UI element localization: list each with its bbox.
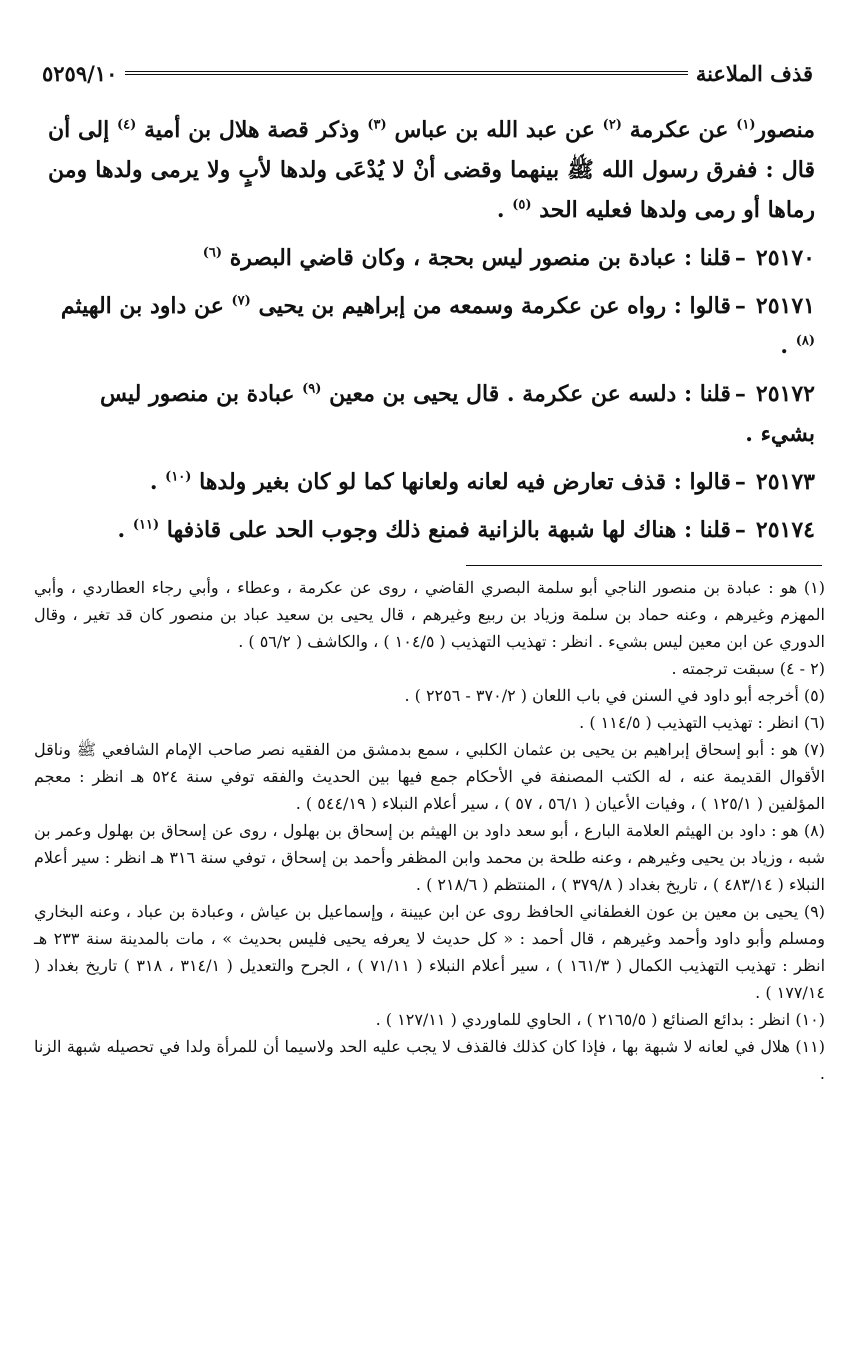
- text-run: قالوا : قذف تعارض فيه لعانه ولعانها كما لو كان بغير ولدها: [191, 469, 731, 495]
- page-header: [42, 58, 813, 88]
- text-run: إلى أن قال : ففرق رسول الله ﷺ بينهما وقضى أنْ لا يُدْعَى ولدها لأبٍ ولا يرمى ولدها ومن رماها أو رمى ولدها فعليه الحد: [48, 117, 815, 223]
- running-title: قذف الملاعنة: [695, 60, 813, 86]
- footnote-ref: (١): [736, 117, 756, 133]
- footnote: (٨) هو : داود بن الهيثم العلامة البارع ، أبو سعد داود بن الهيثم بن إسحاق بن بهلول ، روى عن إسحاق بن بهلول وعمر بن شبه ، وزياد بن يحيى وغيرهم ، وعنه طلحة بن محمد وابن المظفر وأحمد بن إسحاق ، توفي سنة ٣١٦ هـ انظر : سير أعلام النبلاء ( ٤٨٣/١٤ ) ، تاريخ بغداد ( ٣٧٩/٨ ) ، المنتظم ( ٢١٨/٦ ) .: [34, 821, 825, 894]
- text-run: عن عبد الله بن عباس: [386, 117, 603, 143]
- footnote-ref: (٩): [302, 381, 322, 397]
- footnotes: [34, 574, 825, 1087]
- entry-number: ٢٥١٧٤: [755, 517, 815, 543]
- text-run: .: [780, 333, 796, 359]
- footnote: (٩) يحيى بن معين بن عون الغطفاني الحافظ روى عن ابن عيينة ، وإسماعيل بن عياش ، وعبادة بن عباد ، وعنه البخاري ومسلم وأبو داود وأحمد وغيرهم ، قال أحمد : « كل حديث لا يعرفه يحيى فليس بحديث » ، مات بالمدينة سنة ٢٣٣ هـ انظر : تهذيب التهذيب الكمال ( ١٦١/٣ ) ، سير أعلام النبلاء ( ٧١/١١ ) ، الجرح والتعديل ( ٣١٤/١ ، ٣١٨ ) تاريخ بغداد ( ١٧٧/١٤ ) .: [34, 902, 826, 1002]
- entry-dash: –: [734, 517, 746, 543]
- entry-٢٥١٧٣: [48, 462, 815, 502]
- text-run: عن عكرمة: [621, 117, 737, 143]
- text-run: قلنا : دلسه عن عكرمة . قال يحيى بن معين: [321, 381, 731, 407]
- entry-٢٥١٧١: [48, 286, 815, 366]
- entry-number: ٢٥١٧١: [755, 293, 815, 319]
- footnote: (١) هو : عبادة بن منصور الناجي أبو سلمة البصري القاضي ، روى عن عكرمة ، وعطاء ، وأبي رجاء العطاردي ، وأبي المهزم وغيرهم ، وعنه حماد بن سلمة وزياد بن ربيع وغيرهم ، قال يحيى بن سعيد عباد بن منصور كان قد تغير ، وقال الدوري عن ابن معين ليس بشيء . انظر : تهذيب التهذيب ( ١٠٤/٥ ) ، والكاشف ( ٥٦/٢ ) .: [34, 578, 826, 651]
- text-run: قلنا : هناك لها شبهة بالزانية فمنع ذلك وجوب الحد على قاذفها: [159, 517, 731, 543]
- intro-paragraph: [48, 110, 815, 230]
- text-run: قلنا : عبادة بن منصور ليس بحجة ، وكان قاضي البصرة: [222, 245, 731, 271]
- text-run: عن داود بن الهيثم: [60, 293, 232, 319]
- entry-٢٥١٧٢: [48, 374, 815, 454]
- footnote: (٥) أخرجه أبو داود في السنن في باب اللعان ( ٣٧٠/٢ - ٢٢٥٦ ) .: [404, 686, 825, 705]
- entry-number: ٢٥١٧٠: [755, 245, 815, 271]
- text-run: قالوا : رواه عن عكرمة وسمعه من إبراهيم بن يحيى: [250, 293, 731, 319]
- text-run: .: [149, 469, 166, 495]
- page-number: ٥٢٥٩/١٠: [42, 60, 118, 86]
- entry-dash: –: [734, 245, 746, 271]
- text-run: منصور: [755, 117, 815, 143]
- numbered-entries: [48, 238, 815, 550]
- entry-number: ٢٥١٧٣: [755, 469, 815, 495]
- footnote: (٢ - ٤) سبقت ترجمته .: [671, 659, 825, 678]
- entry-number: ٢٥١٧٢: [755, 381, 815, 407]
- entry-٢٥١٧٤: [48, 510, 815, 550]
- entry-dash: –: [734, 293, 746, 319]
- text-run: .: [496, 197, 513, 223]
- footnote: (٦) انظر : تهذيب التهذيب ( ١١٤/٥ ) .: [579, 713, 825, 732]
- footnote-ref: (٦): [202, 245, 223, 261]
- footnote-ref: (٨): [795, 333, 815, 349]
- entry-dash: –: [734, 469, 746, 495]
- main-text: [48, 110, 815, 550]
- text-run: .: [117, 517, 133, 543]
- footnote-ref: (٥): [512, 197, 532, 213]
- entry-dash: –: [734, 381, 746, 407]
- footnote-ref: (٧): [231, 293, 251, 309]
- footnote: (١١) هلال في لعانه لا شبهة بها ، فإذا كان كذلك فالقذف لا يجب عليه الحد ولاسيما أن للمرأة ولدا في تحصيله شبهة الزنا .: [34, 1037, 825, 1083]
- footnote: (٧) هو : أبو إسحاق إبراهيم بن يحيى بن عثمان الكلبي ، سمع بدمشق من الفقيه نصر صاحب الإمام الشافعي ﷺ وناقل الأقوال القديمة عنه ، له الكتب المصنفة في الأحكام جمع فيها بين الحديث والفقه توفي سنة ٥٢٤ هـ انظر : معجم المؤلفين ( ١٢٥/١ ) ، وفيات الأعيان ( ٥٦/١ ، ٥٧ ) ، سير أعلام النبلاء ( ٥٤٤/١٩ ) .: [34, 740, 825, 813]
- footnote-ref: (١١): [132, 517, 160, 533]
- entry-٢٥١٧٠: [48, 238, 815, 278]
- header-rule: [125, 71, 687, 75]
- footnote-ref: (٢): [602, 117, 622, 133]
- footnote: (١٠) انظر : بدائع الصنائع ( ٢١٦٥/٥ ) ، الحاوي للماوردي ( ١٢٧/١١ ) .: [375, 1010, 825, 1029]
- footnote-ref: (٣): [367, 117, 387, 133]
- footnote-ref: (٤): [117, 117, 137, 133]
- footnote-separator: [466, 565, 822, 566]
- footnote-ref: (١٠): [165, 469, 192, 485]
- text-run: عبادة بن منصور ليس بشيء .: [99, 381, 815, 447]
- text-run: وذكر قصة هلال بن أمية: [136, 117, 368, 143]
